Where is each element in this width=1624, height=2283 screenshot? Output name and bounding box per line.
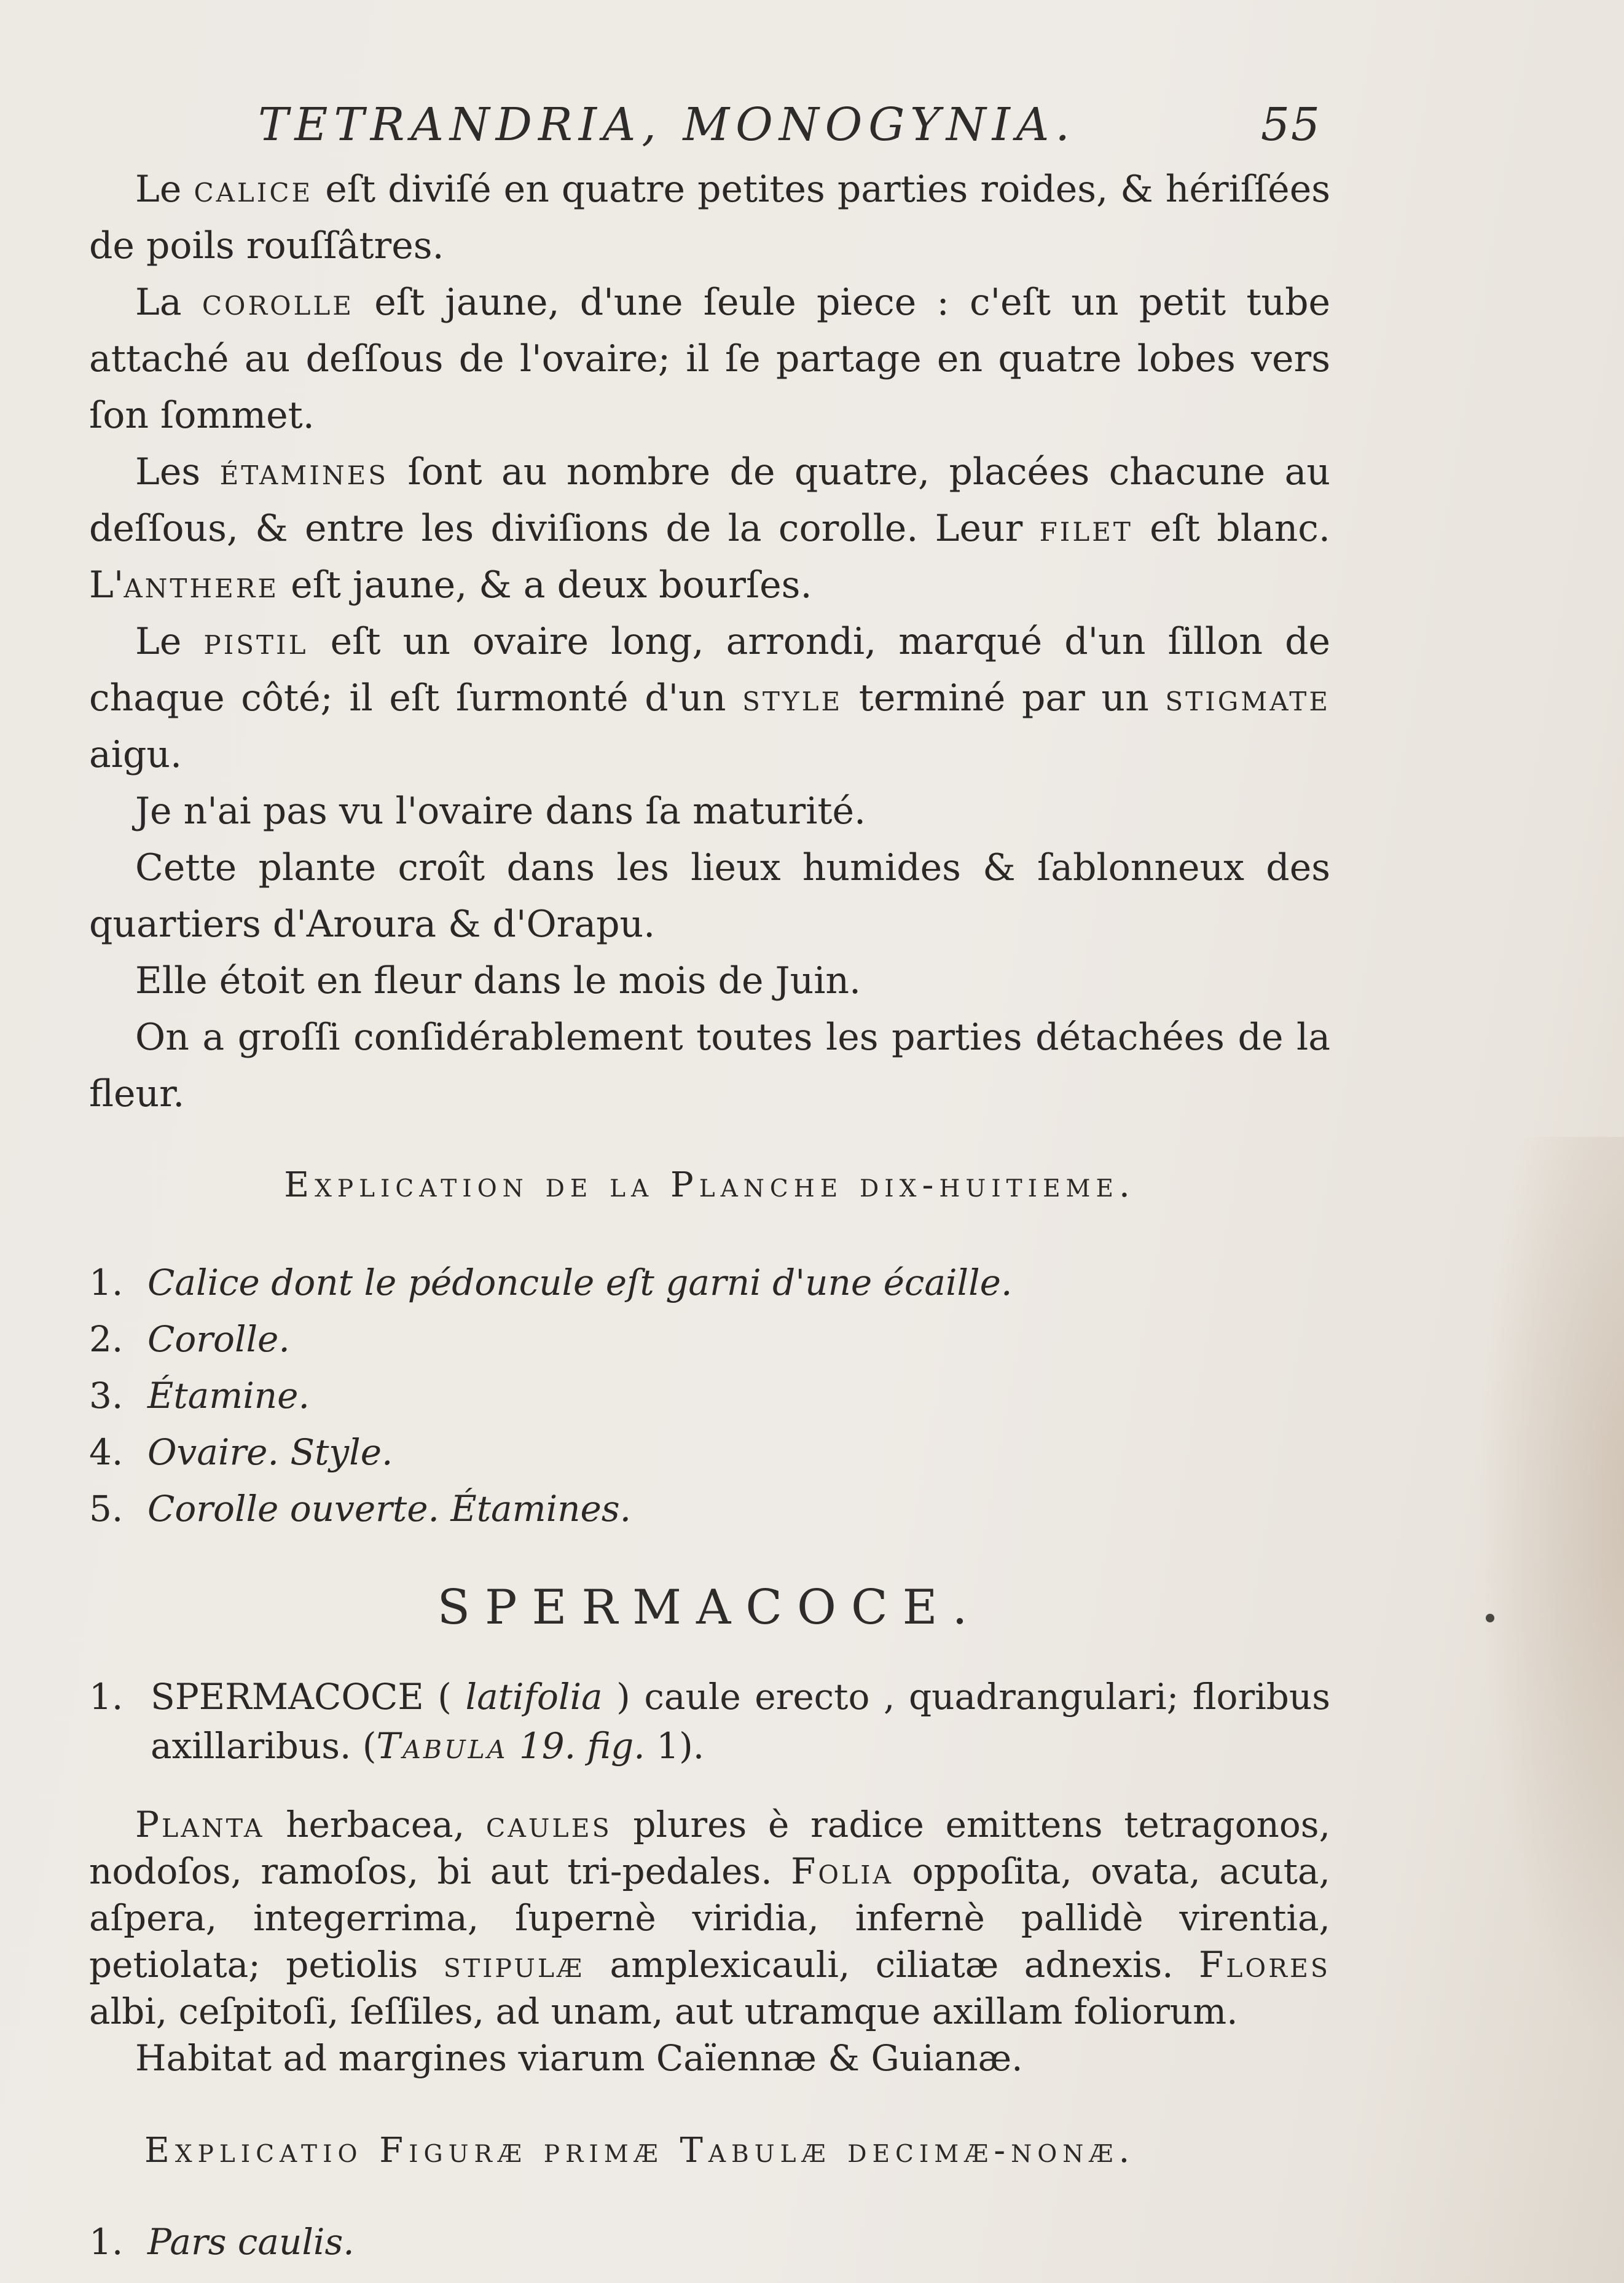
plate-explanation-heading: Explication de la Planche dix-huitieme. — [284, 1165, 1136, 1205]
figure-item: 3. Étamine. — [89, 1375, 310, 1417]
paragraph-pistil: Le pistil eſt un ovaire long, arrondi, marqué d'un ſillon de chaque côté; il eſt ſurmonté d'un style terminé par un stigmate aigu. — [89, 620, 1330, 776]
term-corolle: corolle — [202, 281, 354, 324]
page-number: 55 — [1260, 98, 1321, 151]
figure-item: 1. Pars caulis. — [89, 2221, 355, 2263]
figure-item: 4. Ovaire. Style. — [89, 1431, 393, 1473]
species-name: SPERMACOCE — [151, 1676, 424, 1718]
term-pistil: pistil — [203, 620, 308, 663]
genus-heading: SPERMACOCE. — [437, 1580, 983, 1635]
latin-description: Planta herbacea, caules plures è radice emittens tetragonos, nodoſos, ramoſos, bi aut tri-pedales. Folia oppoſita, ovata, acuta, aſpera, integerrima, ſupernè viridia, infernè pallidè virentia, petiolata; petiolis stipulæ amplexicauli, ciliatæ adnexis. Flores albi, ceſpitoſi, ſeſſiles, ad unam, aut utramque axillam foliorum. — [89, 1804, 1331, 2032]
figure-item: 1. Calice dont le pédoncule eſt garni d'une écaille. — [89, 1262, 1013, 1303]
figure-item: 2. Corolle. — [89, 1318, 290, 1360]
main-text — [89, 161, 1330, 2270]
figure-item: 5. Corolle ouverte. Étamines. — [89, 1488, 632, 1530]
figure-explanation-heading: Explicatio Figuræ primæ Tabulæ decimæ-nonæ. — [144, 2131, 1136, 2171]
ink-speck — [1486, 1614, 1494, 1622]
term-style: style — [742, 677, 843, 720]
term-etamines: étamines — [219, 450, 389, 493]
paragraph-etamines: Les étamines ſont au nombre de quatre, placées chacune au deſſous, & entre les diviſions de la corolle. Leur filet eſt blanc. L'anthere eſt jaune, & a deux bourſes. — [89, 450, 1330, 607]
paragraph-corolle: La corolle eſt jaune, d'une ſeule piece : c'eſt un petit tube attaché au deſſous de l'ovaire; il ſe partage en quatre lobes vers ſon ſommet. — [89, 281, 1330, 437]
paper-stain — [1477, 1137, 1624, 2059]
species-epithet: latifolia — [465, 1676, 603, 1718]
species-entry: 1. SPERMACOCE ( latifolia ) caule erecto , quadrangulari; floribus axillaribus. (Tabula 19. fig. 1). — [89, 1676, 1330, 1767]
tabula-ref: Tabula — [376, 1725, 508, 1767]
running-head — [258, 98, 1333, 151]
plate-figure-list — [89, 1254, 1330, 1537]
figure-explanation-list — [89, 2214, 1330, 2270]
paragraph-calice: Le calice eſt diviſé en quatre petites parties roides, & hériſſées de poils rouſſâtres. — [89, 168, 1330, 267]
paragraph-floraison: Elle étoit en fleur dans le mois de Juin. — [135, 959, 861, 1002]
paragraph-ovaire: Je n'ai pas vu l'ovaire dans ſa maturité. — [135, 790, 866, 833]
term-stigmate: stigmate — [1165, 677, 1330, 720]
paragraph-grossi: On a groſſi conſidérablement toutes les parties détachées de la fleur. — [89, 1016, 1330, 1115]
paragraph-habitat: Cette plante croît dans les lieux humides & ſablonneux des quartiers d'Aroura & d'Orapu. — [89, 846, 1330, 946]
term-anthere: anthere — [124, 564, 280, 607]
running-head-title: TETRANDRIA, MONOGYNIA. — [258, 98, 1076, 151]
term-filet: filet — [1039, 507, 1133, 550]
term-calice: calice — [194, 168, 313, 211]
latin-habitat: Habitat ad margines viarum Caïennæ & Guianæ. — [135, 2037, 1023, 2079]
